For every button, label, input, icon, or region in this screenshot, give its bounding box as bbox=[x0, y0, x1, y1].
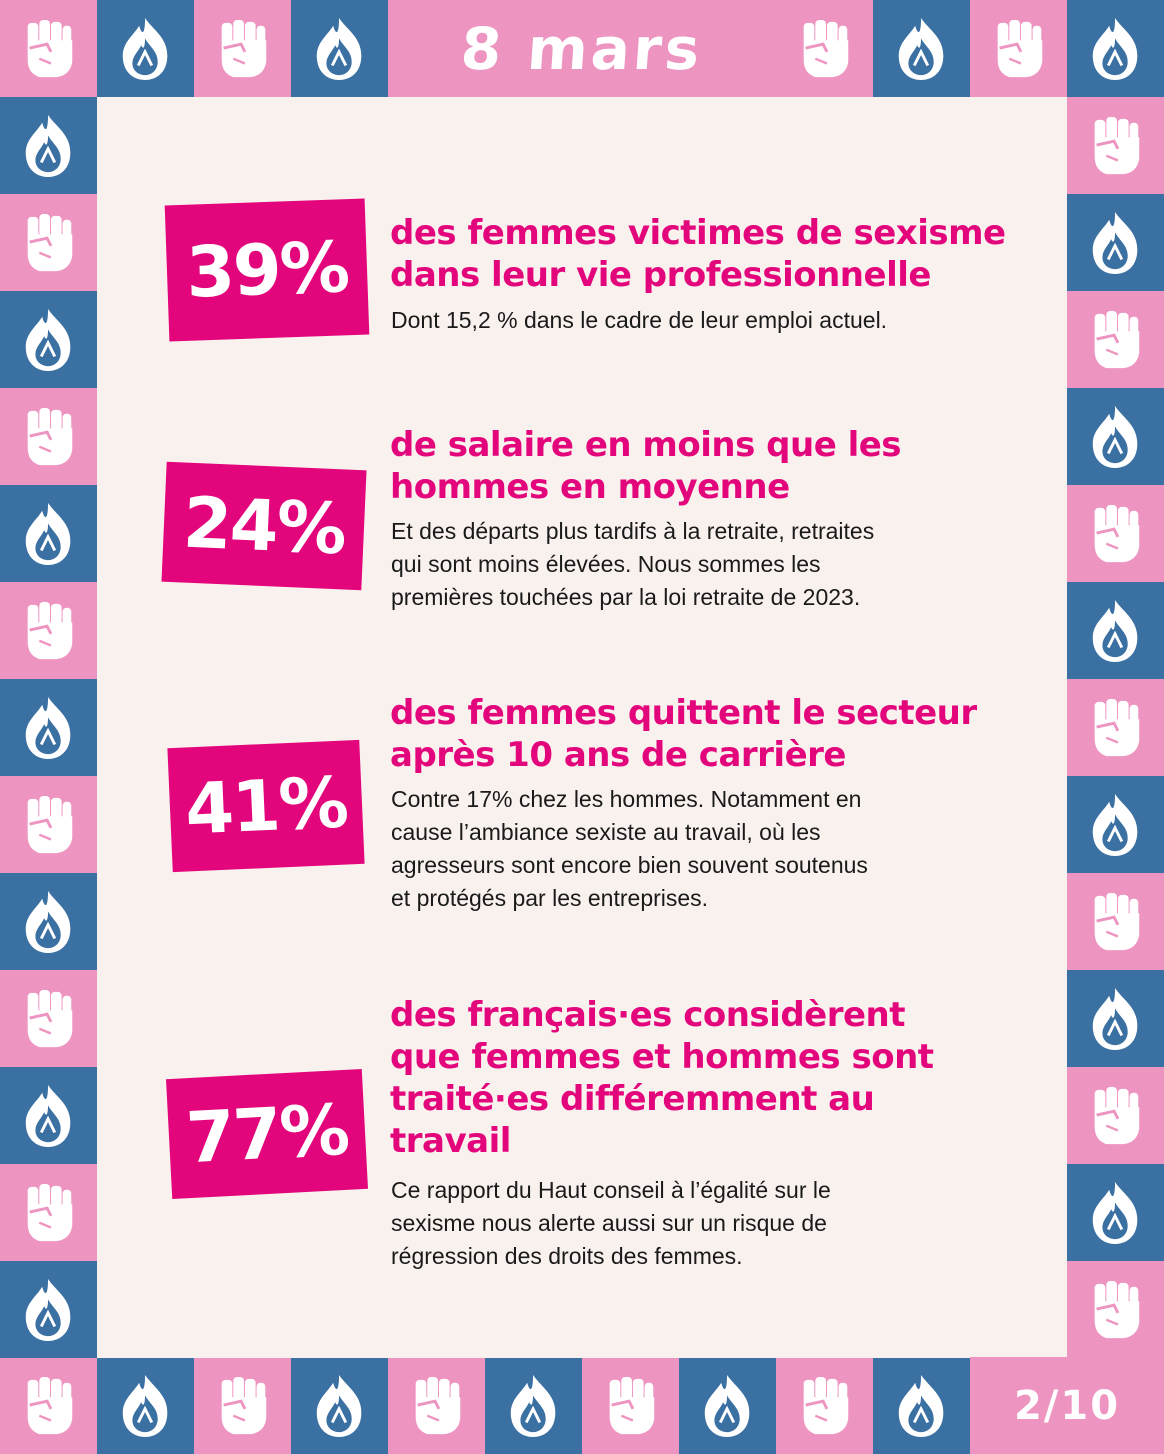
border-tile bbox=[0, 194, 97, 291]
fist-icon bbox=[18, 1178, 80, 1248]
border-tile bbox=[0, 485, 97, 582]
border-tile bbox=[582, 1358, 679, 1454]
border-tile bbox=[0, 1358, 97, 1454]
fist-icon bbox=[18, 1371, 80, 1441]
fist-icon bbox=[18, 984, 80, 1054]
fist-icon bbox=[794, 14, 856, 84]
fist-icon bbox=[1085, 693, 1147, 763]
flame-icon bbox=[1085, 1178, 1147, 1248]
stat-badge bbox=[165, 199, 370, 342]
fist-icon bbox=[794, 1371, 856, 1441]
border-tile bbox=[873, 0, 970, 97]
border-tile bbox=[0, 1067, 97, 1164]
stat-description: Et des départs plus tardifs à la retraite, retraites qui sont moins élevées. Nous sommes les premières touchées par la loi retraite de 2023. bbox=[391, 518, 875, 610]
page-title: 8 mars bbox=[458, 14, 706, 83]
fist-icon bbox=[212, 1371, 274, 1441]
flame-icon bbox=[891, 1371, 953, 1441]
flame-icon bbox=[18, 1081, 80, 1151]
flame-icon bbox=[891, 14, 953, 84]
border-tile bbox=[1067, 194, 1164, 291]
stat-headline: des femmes quittent le secteur après 10 ans de carrière bbox=[390, 693, 977, 775]
flame-icon bbox=[309, 1371, 371, 1441]
stat-description: Contre 17% chez les hommes. Notamment en cause l’ambiance sexiste au travail, où les agresseurs sont encore bien souvent soutenus et protégés par les entreprises. bbox=[391, 786, 868, 911]
flame-icon bbox=[115, 14, 177, 84]
border-tile bbox=[776, 1358, 873, 1454]
flame-icon bbox=[309, 14, 371, 84]
border-tile bbox=[0, 388, 97, 485]
stat-headline: de salaire en moins que les hommes en moyenne bbox=[390, 425, 902, 507]
border-tile bbox=[0, 291, 97, 388]
stat-badge bbox=[161, 462, 366, 591]
flame-icon bbox=[1085, 208, 1147, 278]
stat-description: Dont 15,2 % dans le cadre de leur emploi actuel. bbox=[391, 307, 888, 333]
fist-icon bbox=[406, 1371, 468, 1441]
border-tile bbox=[970, 0, 1067, 97]
border-tile bbox=[0, 0, 97, 97]
border-tile bbox=[0, 679, 97, 776]
flame-icon bbox=[1085, 402, 1147, 472]
border-tile bbox=[0, 873, 97, 970]
fist-icon bbox=[1085, 1081, 1147, 1151]
border-tile bbox=[0, 97, 97, 194]
border-tile bbox=[1067, 0, 1164, 97]
fist-icon bbox=[988, 14, 1050, 84]
fist-icon bbox=[1085, 305, 1147, 375]
border-tile bbox=[1067, 97, 1164, 194]
border-tile bbox=[1067, 485, 1164, 582]
stat-headline: des français·es considèrent que femmes et hommes sont traité·es différemment au travail bbox=[390, 995, 934, 1161]
fist-icon bbox=[212, 14, 274, 84]
fist-icon bbox=[18, 596, 80, 666]
flame-icon bbox=[1085, 790, 1147, 860]
fist-icon bbox=[1085, 887, 1147, 957]
flame-icon bbox=[1085, 596, 1147, 666]
flame-icon bbox=[18, 887, 80, 957]
stat-value: 41% bbox=[183, 761, 349, 851]
border-tile bbox=[291, 0, 388, 97]
flame-icon bbox=[115, 1371, 177, 1441]
border-tile bbox=[194, 0, 291, 97]
fist-icon bbox=[1085, 111, 1147, 181]
border-tile bbox=[776, 0, 873, 97]
border-tile bbox=[0, 582, 97, 679]
border-tile bbox=[1067, 1067, 1164, 1164]
fist-icon bbox=[1085, 1275, 1147, 1345]
title-band bbox=[388, 0, 776, 97]
border-tile bbox=[194, 1358, 291, 1454]
stat-description: Ce rapport du Haut conseil à l’égalité sur le sexisme nous alerte aussi sur un risque de régression des droits des femmes. bbox=[391, 1177, 831, 1269]
fist-icon bbox=[600, 1371, 662, 1441]
stat-badge bbox=[166, 1069, 368, 1199]
flame-icon bbox=[18, 1275, 80, 1345]
border-tile bbox=[1067, 873, 1164, 970]
border-tile bbox=[0, 970, 97, 1067]
border-tile bbox=[873, 1358, 970, 1454]
flame-icon bbox=[1085, 14, 1147, 84]
flame-icon bbox=[1085, 984, 1147, 1054]
flame-icon bbox=[18, 499, 80, 569]
flame-icon bbox=[503, 1371, 565, 1441]
flame-icon bbox=[697, 1371, 759, 1441]
stat-value: 39% bbox=[184, 226, 350, 314]
border-tile bbox=[1067, 1164, 1164, 1261]
flame-icon bbox=[18, 305, 80, 375]
border-tile bbox=[388, 1358, 485, 1454]
stat-badge bbox=[167, 740, 364, 872]
border-tile bbox=[1067, 388, 1164, 485]
border-tile bbox=[1067, 970, 1164, 1067]
border-tile bbox=[97, 1358, 194, 1454]
fist-icon bbox=[18, 790, 80, 860]
border-tile bbox=[1067, 679, 1164, 776]
fist-icon bbox=[18, 208, 80, 278]
flame-icon bbox=[18, 111, 80, 181]
border-tile bbox=[1067, 1261, 1164, 1358]
border-tile bbox=[0, 1261, 97, 1358]
stat-headline: des femmes victimes de sexisme dans leur vie professionnelle bbox=[390, 213, 1006, 295]
stat-value: 24% bbox=[181, 481, 347, 571]
border-tile bbox=[1067, 291, 1164, 388]
fist-icon bbox=[1085, 499, 1147, 569]
fist-icon bbox=[18, 14, 80, 84]
border-tile bbox=[1067, 776, 1164, 873]
flame-icon bbox=[18, 693, 80, 763]
page-number-band bbox=[970, 1357, 1164, 1454]
border-tile bbox=[1067, 582, 1164, 679]
border-tile bbox=[485, 1358, 582, 1454]
fist-icon bbox=[18, 402, 80, 472]
border-tile bbox=[97, 0, 194, 97]
page-number: 2/10 bbox=[1013, 1382, 1121, 1429]
border-tile bbox=[0, 1164, 97, 1261]
border-tile bbox=[0, 776, 97, 873]
border-tile bbox=[291, 1358, 388, 1454]
border-tile bbox=[679, 1358, 776, 1454]
stat-value: 77% bbox=[184, 1088, 350, 1180]
